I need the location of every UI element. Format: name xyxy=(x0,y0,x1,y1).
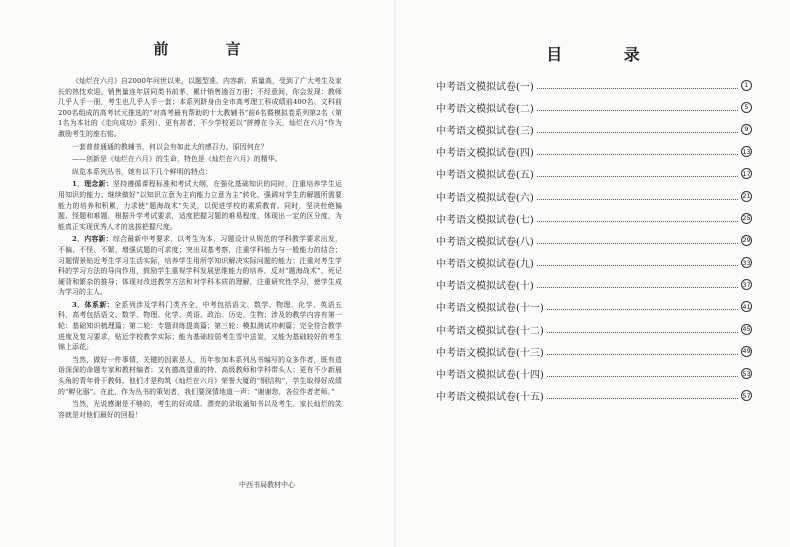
toc-entry-page-number: 1 xyxy=(741,80,752,91)
toc-entry-label: 中考语文模拟试卷(十) xyxy=(436,281,534,293)
toc-entry[interactable] xyxy=(436,318,752,340)
preface-body xyxy=(58,76,342,422)
paragraph-lead: 3．体系新： xyxy=(72,300,115,309)
toc-entry[interactable] xyxy=(436,252,752,274)
paragraph-text: 纵览本系列丛书，她有以下几个鲜明的特点： xyxy=(72,167,212,176)
toc-list xyxy=(436,74,752,407)
toc-entry-label: 中考语文模拟试卷(十二) xyxy=(436,325,544,337)
preface-paragraph xyxy=(58,154,342,165)
preface-paragraph xyxy=(58,179,342,232)
toc-entry[interactable] xyxy=(436,207,752,229)
dot-leader xyxy=(547,398,738,399)
paragraph-text: 综合最新中考要求，以考生为本，习题设计从规范的学科教学要求出发，不偏、不怪、不繁，增强试题的可求度；突出双基考察，注重学科能力与一般能力的结合；习题情景贴近考生学习生活实际，培养学生用所学知识解决实际问题的能力；注重对考生学科的学习方法的导向作用，鼓励学生重视学科发展思维能力的培养，反对“题海战术”、死记硬背和繁杂的推导；体现对改进教学方法和对学科本质的理解，注重研究性学习，使学生成为学习的主人。 xyxy=(58,235,342,297)
toc-entry-label: 中考语文模拟试卷(七) xyxy=(436,214,534,226)
toc-entry[interactable] xyxy=(436,141,752,163)
toc-entry-label: 中考语文模拟试卷(二) xyxy=(436,103,534,115)
dot-leader xyxy=(537,154,738,155)
toc-entry[interactable] xyxy=(436,163,752,185)
preface-paragraph xyxy=(58,234,342,298)
paragraph-text: 当然，光说感谢是不够的，考生的好成绩、漂亮的录取通知书以及考生、家长灿烂的笑容就是对他们最好的回报！ xyxy=(58,400,342,419)
toc-entry[interactable] xyxy=(436,185,752,207)
toc-entry-page-number: 41 xyxy=(742,302,751,311)
paragraph-text: 坚持遵循课程标准和考试大纲，在强化基础知识的同时，注重培养学生运用知识的能力；继续做好“以知识立意为主向能力立意为主”转化，强调对学生的解题所需要能力的培养和积累，力求使“题海战术”失灵，以促进学校的素质教育。同时，坚决杜绝偏题、怪题和难题，根据升学考试要求，适度把握习题的难易程度，体现出一定的区分度，为能真正实现优秀人才的选拔把握尺度。 xyxy=(58,180,342,231)
toc-entry-label: 中考语文模拟试卷(十三) xyxy=(436,347,544,359)
toc-entry-label: 中考语文模拟试卷(十一) xyxy=(436,303,544,315)
toc-entry-label: 中考语文模拟试卷(八) xyxy=(436,236,534,248)
paragraph-lead: 1．理念新： xyxy=(72,180,113,189)
toc-entry-label: 中考语文模拟试卷(五) xyxy=(436,170,534,182)
paragraph-lead: 2．内容新： xyxy=(72,235,113,244)
dot-leader xyxy=(547,309,738,310)
dot-leader xyxy=(537,265,738,266)
toc-entry-label: 中考语文模拟试卷(十五) xyxy=(436,392,544,404)
dot-leader xyxy=(537,199,738,200)
paragraph-text: 全系列涉及学科门类齐全，中考包括语文、数学、物理、化学、英语五科，高考包括语文、数学、物理、化学、英语、政治、历史、生物；涉及的教学内容有第一轮：基础知识梳理篇；第二轮：专题训练提高篇；第三轮：模拟测试冲刺篇；完全符合教学进度及复习要求，贴近学校教学实际；能为基础较弱考生雪中送炭，又能为基础较好的考生锦上添花。 xyxy=(58,300,342,352)
toc-title: 目 录 xyxy=(546,45,668,64)
preface-title: 前 言 xyxy=(153,40,267,58)
preface-paragraph xyxy=(58,142,342,153)
toc-entry-label: 中考语文模拟试卷(四) xyxy=(436,148,534,160)
toc-entry[interactable] xyxy=(436,340,752,362)
paragraph-text: ——创新是《灿烂在六月》的生命，特色是《灿烂在六月》的精华。 xyxy=(72,155,282,164)
toc-entry-page-number: 33 xyxy=(742,258,751,267)
dot-leader xyxy=(537,88,738,89)
preface-paragraph xyxy=(58,76,342,140)
toc-entry-page-number: 29 xyxy=(742,236,751,245)
toc-entry[interactable] xyxy=(436,96,752,118)
toc-page xyxy=(396,0,790,547)
toc-entry[interactable] xyxy=(436,118,752,140)
dot-leader xyxy=(537,287,738,288)
dot-leader xyxy=(537,176,738,177)
dot-leader xyxy=(537,243,738,244)
toc-entry-label: 中考语文模拟试卷(六) xyxy=(436,192,534,204)
dot-leader xyxy=(547,376,738,377)
paragraph-text: 《灿烂在六月》自2000年问世以来，以题型准、内容新、质量高，受到了广大考生及家长的热忱欢迎。销售量连年居同类书前茅，累计销售逾百万册；不经意间，你会发现：教师几乎人手一册，考生也几乎人手一套；本系列跻身由全市高考理工科成绩前400名、文科前200名组成的高考状元推选的“对高考最有帮助的十大教辅书”前6名暨模拟卷系列第2名（第1名为本社的《走向成功》系列），更有甚者，不少学校更以“拼搏在今天，灿烂在六月”作为激励考生的座右铭。 xyxy=(58,77,342,138)
toc-entry[interactable] xyxy=(436,385,752,407)
toc-entry-page-number: 53 xyxy=(742,369,751,378)
dot-leader xyxy=(537,221,738,222)
preface-paragraph xyxy=(58,300,342,353)
toc-entry-label: 中考语文模拟试卷(三) xyxy=(436,125,534,137)
toc-entry-page-number: 13 xyxy=(742,147,751,156)
toc-entry-page-number: 37 xyxy=(742,280,751,289)
toc-entry-page-number: 57 xyxy=(742,391,751,400)
preface-signature: 中西书局教材中心 xyxy=(239,481,295,489)
toc-entry[interactable] xyxy=(436,274,752,296)
toc-entry-page-number: 17 xyxy=(742,169,751,178)
paragraph-text: 一套普普通通的教辅书，何以会有如此大的感召力，原因何在？ xyxy=(72,142,268,151)
toc-entry[interactable] xyxy=(436,296,752,318)
preface-paragraph xyxy=(58,167,342,178)
toc-entry[interactable] xyxy=(436,74,752,96)
toc-entry-page-number: 49 xyxy=(742,347,751,356)
toc-entry-label: 中考语文模拟试卷(十四) xyxy=(436,370,544,382)
dot-leader xyxy=(537,132,738,133)
toc-entry-page-number: 9 xyxy=(741,124,752,135)
toc-entry[interactable] xyxy=(436,229,752,251)
toc-entry-page-number: 5 xyxy=(741,102,752,113)
preface-paragraph xyxy=(58,399,342,420)
toc-entry-label: 中考语文模拟试卷(九) xyxy=(436,259,534,271)
dot-leader xyxy=(547,332,738,333)
dot-leader xyxy=(547,354,738,355)
toc-entry-page-number: 45 xyxy=(742,325,751,334)
dot-leader xyxy=(537,110,738,111)
preface-paragraph xyxy=(58,355,342,397)
toc-entry-label: 中考语文模拟试卷(一) xyxy=(436,81,534,93)
paragraph-text: 当然，做好一件事情，关键的因素是人，历年参加本系列丛书编写的众多作者，既有造诣深深的命题专家和教材编者；又有德高望重的特、高级教师和学科带头人；更有不少新晨头角的青年骨干教师。他们才是构筑《灿烂在六月》荣誉大厦的“钢结构”，学生取得好成绩的“孵化器”。在此，作为丛书的策划者，我们要深情地道一声：“谢谢您，各位作者老师。” xyxy=(58,355,342,396)
preface-page xyxy=(0,0,394,547)
toc-entry-page-number: 21 xyxy=(742,192,751,201)
toc-entry-page-number: 25 xyxy=(742,214,751,223)
toc-entry[interactable] xyxy=(436,362,752,384)
